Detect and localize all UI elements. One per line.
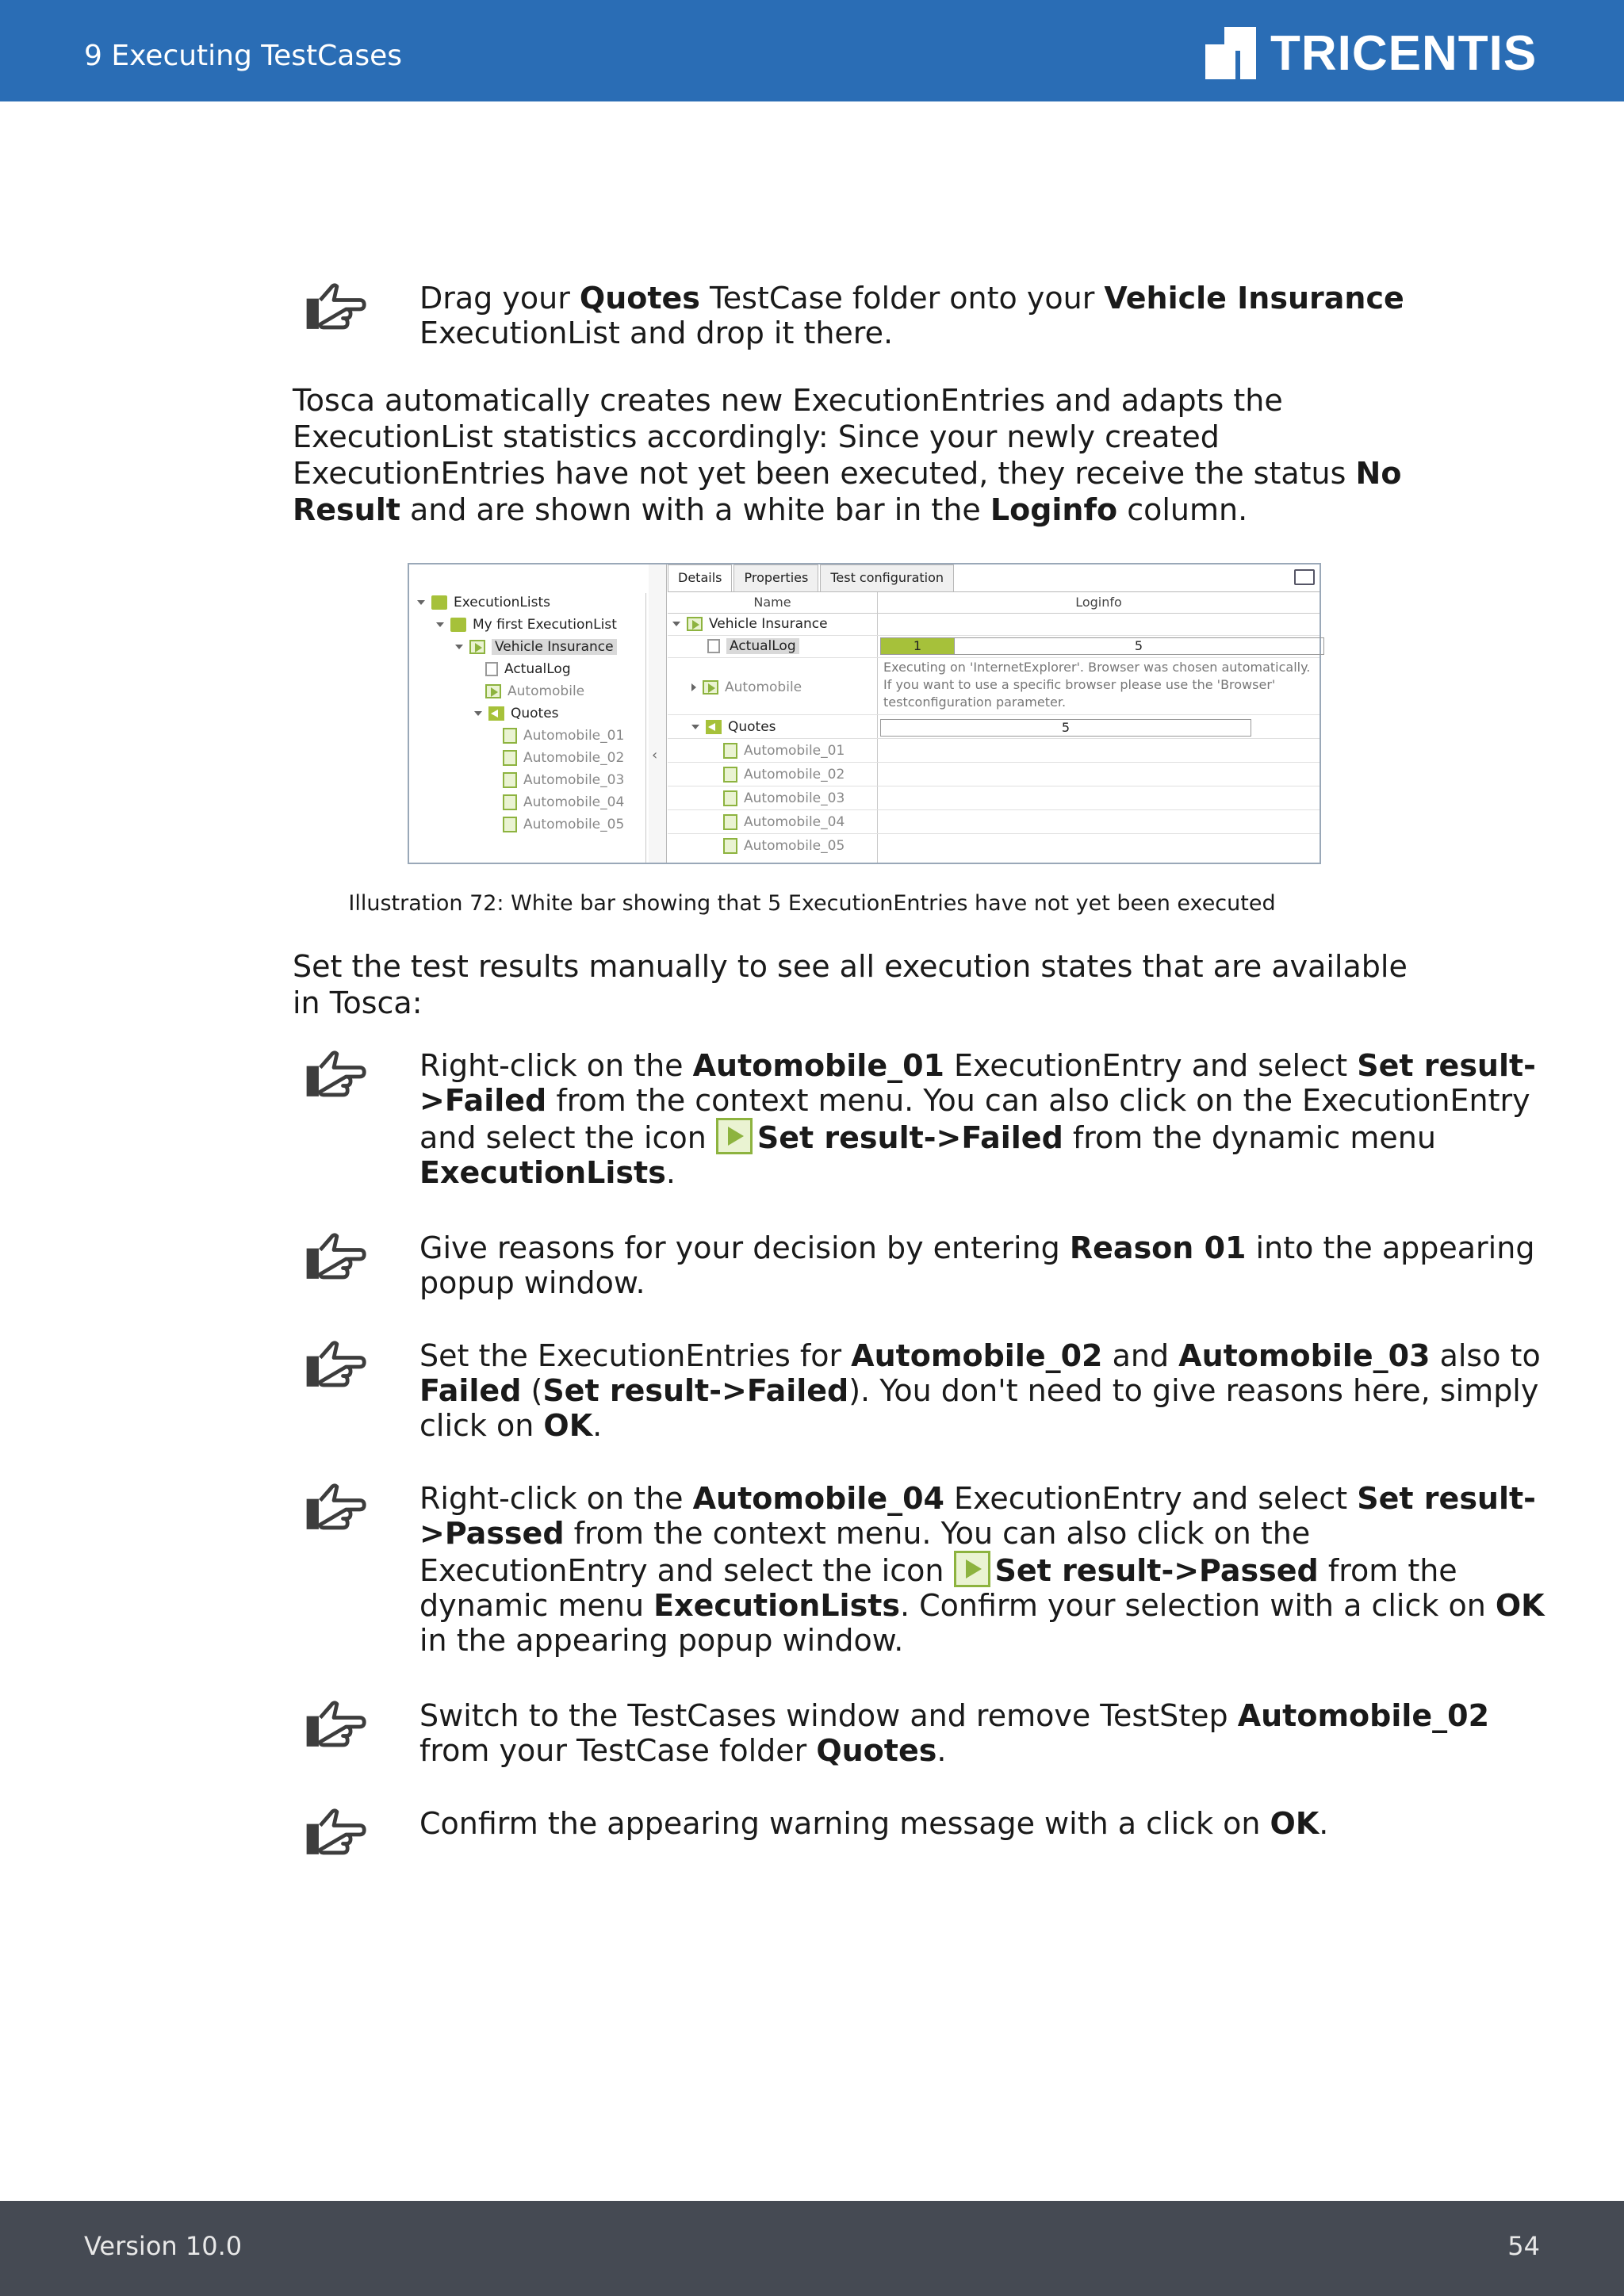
instruction-step-5: Right-click on the Automobile_04 ExecutionEntry and select Set result->Passed from the context menu. You can also click on the ExecutionEntry and select the icon Set result->Passed from the dynamic menu ExecutionLists. Confirm your selection with a click on OK in the appearing popup window.	[293, 1481, 1545, 1658]
paragraph-set-results: Set the test results manually to see all execution states that are available in Tosca:	[293, 949, 1408, 1020]
chapter-title: 9 Executing TestCases	[84, 40, 403, 72]
tricentis-logo	[1205, 27, 1537, 79]
execution-entry-icon	[723, 743, 737, 759]
grid-row-quotes[interactable]: Quotes	[691, 718, 776, 737]
page-header	[0, 0, 1624, 101]
tree-item[interactable]: Automobile_04	[503, 793, 624, 812]
pointing-hand-icon	[301, 1045, 369, 1108]
page-footer	[0, 2201, 1624, 2296]
chevron-left-icon: ‹	[652, 747, 658, 763]
tricentis-logo-icon	[1205, 27, 1256, 79]
grid-row-entry[interactable]: Automobile_03	[723, 789, 845, 808]
set-result-passed-icon	[954, 1551, 990, 1587]
tab-details[interactable]: Details	[668, 564, 732, 591]
pointing-hand-icon	[301, 1803, 369, 1866]
folder-link-icon	[706, 720, 722, 734]
grid-row-entry[interactable]: Automobile_01	[723, 741, 845, 760]
execution-entry-icon	[723, 838, 737, 854]
loginfo-bar-actuallog: 1 5	[880, 637, 1324, 655]
execution-entry-icon	[503, 728, 517, 744]
paragraph-execution-entries: Tosca automatically creates new ExecutionEntries and adapts the ExecutionList statistics accordingly: Since your newly created ExecutionEntries have not yet been executed, they receive the status No Result and are shown with a white bar in the Loginfo column.	[293, 383, 1402, 527]
pane-splitter[interactable]	[649, 564, 667, 863]
grid-row-automobile[interactable]: Automobile	[691, 678, 802, 697]
tree-item[interactable]: ActualLog	[485, 660, 571, 679]
figure-caption: Illustration 72: White bar showing that 5 ExecutionEntries have not yet been executed	[348, 891, 1276, 916]
execution-entry-icon	[503, 772, 517, 788]
instruction-step-1: Drag your Quotes TestCase folder onto your Vehicle Insurance ExecutionList and drop it there.	[293, 281, 1545, 350]
folder-icon	[450, 618, 466, 632]
execution-entry-icon	[503, 817, 517, 832]
instruction-step-6: Switch to the TestCases window and remove TestStep Automobile_02 from your TestCase folder Quotes.	[293, 1698, 1545, 1768]
set-result-failed-icon	[716, 1118, 753, 1154]
pointing-hand-icon	[301, 1335, 369, 1399]
tree-item[interactable]: Automobile_03	[503, 771, 624, 790]
version-label: Version 10.0	[84, 2231, 243, 2261]
execution-list-icon	[485, 684, 501, 698]
execution-entry-icon	[503, 794, 517, 810]
detail-tabs	[668, 564, 956, 591]
printer-icon[interactable]	[1294, 569, 1315, 585]
execution-entry-icon	[503, 750, 517, 766]
execution-entry-icon	[723, 790, 737, 806]
tab-properties[interactable]: Properties	[733, 564, 818, 591]
tab-test-configuration[interactable]: Test configuration	[820, 564, 954, 591]
pointing-hand-icon	[301, 1695, 369, 1758]
page-number: 54	[1507, 2231, 1540, 2261]
logo-wordmark: TRICENTIS	[1270, 25, 1538, 81]
tree-item[interactable]: Automobile_05	[503, 815, 624, 834]
instruction-step-7: Confirm the appearing warning message with a click on OK.	[293, 1806, 1545, 1841]
loginfo-message: Executing on 'InternetExplorer'. Browser was chosen automatically. If you want to use a specific browser please use the 'Browser' testconfiguration parameter.	[883, 660, 1311, 710]
grid-row-entry[interactable]: Automobile_05	[723, 836, 845, 855]
execution-entry-icon	[723, 767, 737, 783]
tree-item[interactable]: Vehicle Insurance	[455, 637, 617, 656]
tree-pane	[409, 593, 646, 863]
execution-list-icon	[687, 617, 703, 631]
folder-link-icon	[488, 706, 504, 721]
tree-item[interactable]: Quotes	[474, 704, 559, 723]
grid-row-actuallog[interactable]: ActualLog	[707, 637, 799, 656]
execution-list-icon	[469, 640, 485, 654]
log-icon	[707, 639, 720, 653]
loginfo-bar-quotes: 5	[880, 719, 1251, 737]
tree-item[interactable]: Automobile	[485, 682, 584, 701]
tree-item[interactable]: Automobile_02	[503, 748, 624, 767]
instruction-step-3: Give reasons for your decision by entering Reason 01 into the appearing popup window.	[293, 1230, 1545, 1300]
execution-list-icon	[703, 680, 718, 695]
grid-row-vehicle-insurance[interactable]: Vehicle Insurance	[672, 614, 828, 633]
pointing-hand-icon	[301, 1478, 369, 1541]
column-header-name[interactable]: Name	[668, 592, 877, 614]
grid-row-entry[interactable]: Automobile_04	[723, 813, 845, 832]
pointing-hand-icon	[301, 1227, 369, 1291]
tree-item[interactable]: ExecutionLists	[417, 593, 550, 612]
column-header-loginfo[interactable]: Loginfo	[878, 592, 1320, 614]
grid-row-entry[interactable]: Automobile_02	[723, 765, 845, 784]
details-grid	[668, 591, 1320, 863]
log-icon	[485, 662, 498, 676]
tree-item[interactable]: My first ExecutionList	[436, 615, 617, 634]
execution-entry-icon	[723, 814, 737, 830]
instruction-step-2: Right-click on the Automobile_01 ExecutionEntry and select Set result->Failed from the context menu. You can also click on the ExecutionEntry and select the icon Set result->Failed from the dynamic menu ExecutionLists.	[293, 1048, 1545, 1190]
folder-icon	[431, 595, 447, 610]
pointing-hand-icon	[301, 277, 369, 341]
tree-item[interactable]: Automobile_01	[503, 726, 624, 745]
execution-list-screenshot	[408, 563, 1321, 864]
instruction-step-4: Set the ExecutionEntries for Automobile_02 and Automobile_03 also to Failed (Set result->Failed). You don't need to give reasons here, simply click on OK.	[293, 1338, 1545, 1443]
